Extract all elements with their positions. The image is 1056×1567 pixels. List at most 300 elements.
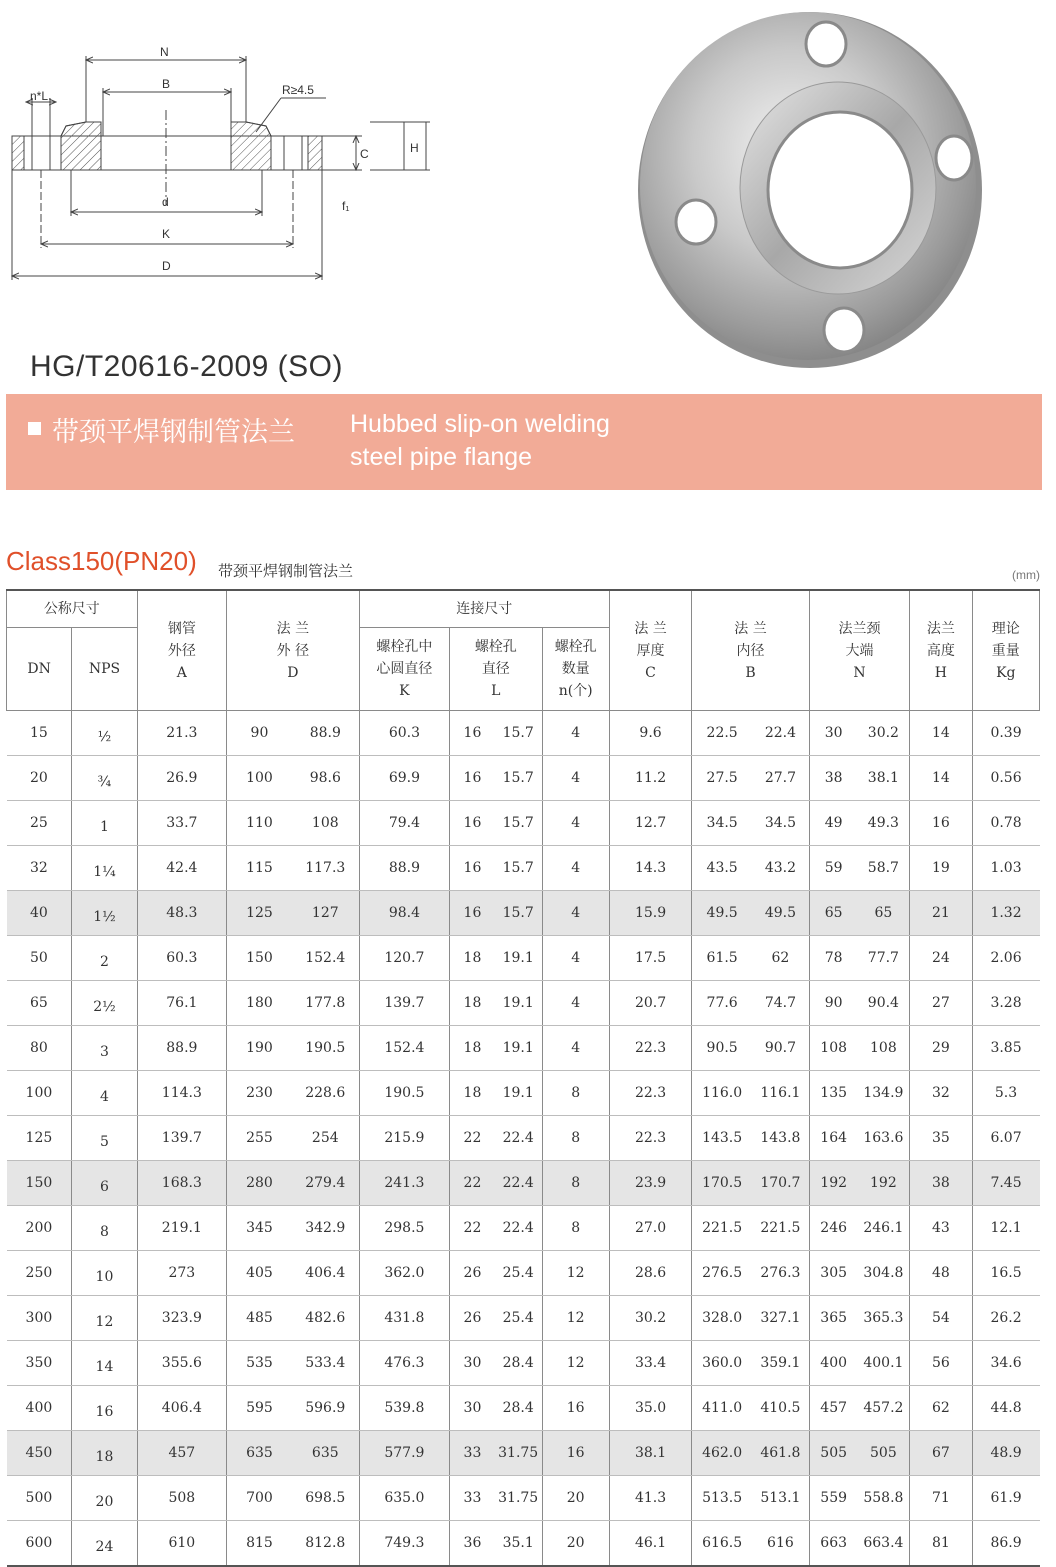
cell-n2: 663.4 — [858, 1521, 910, 1567]
cell-a: 168.3 — [137, 1161, 226, 1206]
cell-c: 22.3 — [609, 1116, 691, 1161]
cell-l2: 22.4 — [495, 1206, 542, 1251]
cell-l1: 26 — [450, 1296, 495, 1341]
cell-d1: 90 — [227, 711, 292, 756]
cell-h: 35 — [910, 1116, 972, 1161]
cell-h: 19 — [910, 846, 972, 891]
cell-n2: 304.8 — [858, 1251, 910, 1296]
cell-h: 67 — [910, 1431, 972, 1476]
cell-kg: 0.56 — [972, 756, 1039, 801]
cell-dn: 50 — [7, 936, 72, 981]
cell-c: 20.7 — [609, 981, 691, 1026]
cell-kg: 61.9 — [972, 1476, 1039, 1521]
cell-n1: 246 — [809, 1206, 857, 1251]
label-nL: n*L — [30, 89, 49, 103]
header-dn: DN — [7, 628, 72, 711]
cell-k: 79.4 — [359, 801, 449, 846]
cell-d1: 280 — [227, 1161, 292, 1206]
cell-d1: 150 — [227, 936, 292, 981]
cell-l2: 22.4 — [495, 1116, 542, 1161]
cell-a: 406.4 — [137, 1386, 226, 1431]
cell-b1: 22.5 — [692, 711, 752, 756]
dimension-table — [6, 589, 1040, 1567]
cell-c: 9.6 — [609, 711, 691, 756]
cell-a: 139.7 — [137, 1116, 226, 1161]
cell-d1: 100 — [227, 756, 292, 801]
cell-kg: 5.3 — [972, 1071, 1039, 1116]
cell-h: 16 — [910, 801, 972, 846]
cell-a: 21.3 — [137, 711, 226, 756]
cell-c: 15.9 — [609, 891, 691, 936]
cell-kg: 2.06 — [972, 936, 1039, 981]
table-row — [7, 756, 1040, 801]
cell-k: 577.9 — [359, 1431, 449, 1476]
cell-k: 190.5 — [359, 1071, 449, 1116]
cell-l2: 35.1 — [495, 1521, 542, 1567]
table-row — [7, 1386, 1040, 1431]
cell-a: 88.9 — [137, 1026, 226, 1071]
cell-b2: 43.2 — [752, 846, 809, 891]
cell-c: 28.6 — [609, 1251, 691, 1296]
cell-l2: 31.75 — [495, 1476, 542, 1521]
cell-b2: 221.5 — [752, 1206, 809, 1251]
cell-l2: 31.75 — [495, 1431, 542, 1476]
cell-d2: 127 — [292, 891, 359, 936]
cell-k: 215.9 — [359, 1116, 449, 1161]
cell-l1: 16 — [450, 711, 495, 756]
cell-d2: 98.6 — [292, 756, 359, 801]
cell-l2: 19.1 — [495, 981, 542, 1026]
cell-kg: 7.45 — [972, 1161, 1039, 1206]
cell-kg: 1.03 — [972, 846, 1039, 891]
cell-b2: 49.5 — [752, 891, 809, 936]
cell-dn: 600 — [7, 1521, 72, 1567]
cell-a: 48.3 — [137, 891, 226, 936]
cell-b2: 90.7 — [752, 1026, 809, 1071]
cell-n1: 90 — [809, 981, 857, 1026]
cell-nps: 24 — [72, 1521, 137, 1567]
cell-b1: 513.5 — [692, 1476, 752, 1521]
cell-c: 33.4 — [609, 1341, 691, 1386]
cell-d1: 595 — [227, 1386, 292, 1431]
cell-kg: 26.2 — [972, 1296, 1039, 1341]
table-row — [7, 711, 1040, 756]
cell-a: 60.3 — [137, 936, 226, 981]
cell-d1: 535 — [227, 1341, 292, 1386]
cell-n2: 192 — [858, 1161, 910, 1206]
cell-d1: 345 — [227, 1206, 292, 1251]
cell-c: 38.1 — [609, 1431, 691, 1476]
cell-n1: 400 — [809, 1341, 857, 1386]
cell-d2: 108 — [292, 801, 359, 846]
cell-c: 46.1 — [609, 1521, 691, 1567]
cell-a: 219.1 — [137, 1206, 226, 1251]
table-row — [7, 1476, 1040, 1521]
cell-h: 56 — [910, 1341, 972, 1386]
cell-n: 20 — [542, 1521, 609, 1567]
cell-a: 457 — [137, 1431, 226, 1476]
cell-b1: 221.5 — [692, 1206, 752, 1251]
cell-k: 539.8 — [359, 1386, 449, 1431]
cell-l1: 16 — [450, 801, 495, 846]
cell-k: 139.7 — [359, 981, 449, 1026]
cell-n: 4 — [542, 801, 609, 846]
flange-product-photo — [630, 0, 990, 380]
header-bolt-circle: 螺栓孔中 心圆直径 K — [359, 628, 449, 711]
cell-l1: 30 — [450, 1386, 495, 1431]
cell-h: 62 — [910, 1386, 972, 1431]
cell-n: 4 — [542, 1026, 609, 1071]
cell-k: 241.3 — [359, 1161, 449, 1206]
cell-n2: 457.2 — [858, 1386, 910, 1431]
cell-kg: 12.1 — [972, 1206, 1039, 1251]
cell-d2: 342.9 — [292, 1206, 359, 1251]
cell-n: 4 — [542, 756, 609, 801]
table-row — [7, 1296, 1040, 1341]
cell-b1: 170.5 — [692, 1161, 752, 1206]
cell-l2: 15.7 — [495, 891, 542, 936]
cell-dn: 15 — [7, 711, 72, 756]
cell-n: 8 — [542, 1116, 609, 1161]
cell-dn: 150 — [7, 1161, 72, 1206]
cell-dn: 32 — [7, 846, 72, 891]
cell-b1: 61.5 — [692, 936, 752, 981]
cell-d1: 190 — [227, 1026, 292, 1071]
header-thickness: 法 兰 厚度 C — [609, 590, 691, 711]
cell-n2: 163.6 — [858, 1116, 910, 1161]
table-row — [7, 801, 1040, 846]
cell-n: 8 — [542, 1161, 609, 1206]
cell-dn: 350 — [7, 1341, 72, 1386]
cell-nps: 14 — [72, 1341, 137, 1386]
cell-n1: 108 — [809, 1026, 857, 1071]
header-bore: 法 兰 内径 B — [692, 590, 810, 711]
cell-d2: 152.4 — [292, 936, 359, 981]
cell-d2: 596.9 — [292, 1386, 359, 1431]
cell-d2: 254 — [292, 1116, 359, 1161]
cell-kg: 1.32 — [972, 891, 1039, 936]
cell-b2: 74.7 — [752, 981, 809, 1026]
cell-b1: 49.5 — [692, 891, 752, 936]
cell-nps: 5 — [72, 1116, 137, 1161]
cell-nps: 2½ — [72, 981, 137, 1026]
cell-c: 41.3 — [609, 1476, 691, 1521]
cell-d2: 190.5 — [292, 1026, 359, 1071]
cell-b1: 34.5 — [692, 801, 752, 846]
cell-n2: 90.4 — [858, 981, 910, 1026]
cell-n2: 400.1 — [858, 1341, 910, 1386]
cell-n: 8 — [542, 1206, 609, 1251]
table-row — [7, 1521, 1040, 1567]
cell-b2: 513.1 — [752, 1476, 809, 1521]
table-row — [7, 1026, 1040, 1071]
cell-l2: 28.4 — [495, 1341, 542, 1386]
cell-b1: 116.0 — [692, 1071, 752, 1116]
cell-l1: 33 — [450, 1431, 495, 1476]
cell-n: 4 — [542, 711, 609, 756]
cell-n1: 59 — [809, 846, 857, 891]
cell-a: 508 — [137, 1476, 226, 1521]
label-B: B — [162, 77, 171, 91]
cell-n2: 365.3 — [858, 1296, 910, 1341]
cell-n1: 78 — [809, 936, 857, 981]
cell-n2: 30.2 — [858, 711, 910, 756]
cell-l1: 16 — [450, 846, 495, 891]
cell-n: 4 — [542, 846, 609, 891]
cell-k: 98.4 — [359, 891, 449, 936]
cell-l1: 18 — [450, 981, 495, 1026]
cell-nps: ¾ — [72, 756, 137, 801]
cell-n1: 457 — [809, 1386, 857, 1431]
cell-d2: 117.3 — [292, 846, 359, 891]
cell-l1: 36 — [450, 1521, 495, 1567]
cell-n: 8 — [542, 1071, 609, 1116]
cell-d1: 230 — [227, 1071, 292, 1116]
cell-c: 27.0 — [609, 1206, 691, 1251]
cell-dn: 40 — [7, 891, 72, 936]
cell-n2: 58.7 — [858, 846, 910, 891]
cell-dn: 200 — [7, 1206, 72, 1251]
cell-d1: 700 — [227, 1476, 292, 1521]
cell-n2: 49.3 — [858, 801, 910, 846]
cell-kg: 48.9 — [972, 1431, 1039, 1476]
label-d: d — [162, 195, 169, 209]
unit-label: (mm) — [1012, 568, 1040, 582]
cell-b1: 77.6 — [692, 981, 752, 1026]
table-row — [7, 1161, 1040, 1206]
label-N: N — [160, 45, 169, 59]
cell-b2: 170.7 — [752, 1161, 809, 1206]
cell-b2: 22.4 — [752, 711, 809, 756]
product-banner — [6, 394, 1042, 490]
label-D: D — [162, 259, 171, 273]
cell-b2: 276.3 — [752, 1251, 809, 1296]
cell-d2: 279.4 — [292, 1161, 359, 1206]
header-pipe-od: 钢管 外径 A — [137, 590, 226, 711]
cell-c: 30.2 — [609, 1296, 691, 1341]
cell-nps: 20 — [72, 1476, 137, 1521]
cell-l2: 15.7 — [495, 711, 542, 756]
cell-d2: 88.9 — [292, 711, 359, 756]
table-body — [7, 711, 1040, 1567]
cell-h: 27 — [910, 981, 972, 1026]
cell-c: 23.9 — [609, 1161, 691, 1206]
cell-n1: 305 — [809, 1251, 857, 1296]
cell-l2: 19.1 — [495, 1071, 542, 1116]
cell-nps: 4 — [72, 1071, 137, 1116]
cell-k: 298.5 — [359, 1206, 449, 1251]
cell-n1: 559 — [809, 1476, 857, 1521]
cell-h: 32 — [910, 1071, 972, 1116]
cell-nps: 12 — [72, 1296, 137, 1341]
cell-h: 14 — [910, 711, 972, 756]
cell-k: 60.3 — [359, 711, 449, 756]
cell-n: 12 — [542, 1296, 609, 1341]
cell-b1: 616.5 — [692, 1521, 752, 1567]
cell-b2: 359.1 — [752, 1341, 809, 1386]
cell-kg: 6.07 — [972, 1116, 1039, 1161]
cell-n2: 134.9 — [858, 1071, 910, 1116]
cell-k: 476.3 — [359, 1341, 449, 1386]
cell-d1: 405 — [227, 1251, 292, 1296]
cell-l2: 15.7 — [495, 756, 542, 801]
standard-title: HG/T20616-2009 (SO) — [30, 350, 343, 383]
class-title: Class150(PN20) — [6, 546, 197, 576]
cell-c: 14.3 — [609, 846, 691, 891]
table-row — [7, 1251, 1040, 1296]
cell-d1: 635 — [227, 1431, 292, 1476]
cell-c: 22.3 — [609, 1071, 691, 1116]
cell-b2: 34.5 — [752, 801, 809, 846]
cell-l2: 19.1 — [495, 936, 542, 981]
cell-n1: 30 — [809, 711, 857, 756]
cell-l1: 26 — [450, 1251, 495, 1296]
cell-kg: 0.39 — [972, 711, 1039, 756]
cell-a: 76.1 — [137, 981, 226, 1026]
table-row — [7, 1431, 1040, 1476]
cell-n: 12 — [542, 1251, 609, 1296]
cell-c: 11.2 — [609, 756, 691, 801]
cell-k: 362.0 — [359, 1251, 449, 1296]
cell-l1: 16 — [450, 756, 495, 801]
cell-l1: 18 — [450, 936, 495, 981]
cell-kg: 0.78 — [972, 801, 1039, 846]
cell-nps: 3 — [72, 1026, 137, 1071]
banner-title-cn: 带颈平焊钢制管法兰 — [52, 417, 295, 448]
cell-b1: 276.5 — [692, 1251, 752, 1296]
cell-c: 12.7 — [609, 801, 691, 846]
cell-dn: 25 — [7, 801, 72, 846]
cell-d2: 812.8 — [292, 1521, 359, 1567]
cell-k: 152.4 — [359, 1026, 449, 1071]
banner-title-en-line2: steel pipe flange — [350, 443, 533, 471]
table-row — [7, 1341, 1040, 1386]
cell-b1: 27.5 — [692, 756, 752, 801]
cell-n: 12 — [542, 1341, 609, 1386]
cell-h: 54 — [910, 1296, 972, 1341]
cell-c: 35.0 — [609, 1386, 691, 1431]
table-row — [7, 891, 1040, 936]
cell-k: 635.0 — [359, 1476, 449, 1521]
cell-l1: 18 — [450, 1026, 495, 1071]
cell-b1: 411.0 — [692, 1386, 752, 1431]
cell-nps: 1½ — [72, 891, 137, 936]
cell-dn: 250 — [7, 1251, 72, 1296]
header-bolt-count: 螺栓孔 数量 n(个) — [542, 628, 609, 711]
table-row — [7, 1206, 1040, 1251]
cell-n: 4 — [542, 936, 609, 981]
cell-b2: 62 — [752, 936, 809, 981]
cell-n2: 65 — [858, 891, 910, 936]
cell-d2: 177.8 — [292, 981, 359, 1026]
cell-l2: 22.4 — [495, 1161, 542, 1206]
cell-b1: 43.5 — [692, 846, 752, 891]
cell-d2: 635 — [292, 1431, 359, 1476]
header-nps: NPS — [72, 628, 137, 711]
cell-n1: 663 — [809, 1521, 857, 1567]
cell-kg: 16.5 — [972, 1251, 1039, 1296]
cell-a: 42.4 — [137, 846, 226, 891]
cell-a: 355.6 — [137, 1341, 226, 1386]
cell-d1: 180 — [227, 981, 292, 1026]
cell-n1: 192 — [809, 1161, 857, 1206]
cell-d1: 115 — [227, 846, 292, 891]
cell-n1: 49 — [809, 801, 857, 846]
cell-n: 4 — [542, 981, 609, 1026]
cell-kg: 34.6 — [972, 1341, 1039, 1386]
cell-l2: 15.7 — [495, 801, 542, 846]
cell-n1: 135 — [809, 1071, 857, 1116]
cell-c: 17.5 — [609, 936, 691, 981]
cell-a: 610 — [137, 1521, 226, 1567]
cell-l2: 19.1 — [495, 1026, 542, 1071]
label-K: K — [162, 227, 171, 241]
cell-kg: 44.8 — [972, 1386, 1039, 1431]
cell-dn: 450 — [7, 1431, 72, 1476]
cell-h: 38 — [910, 1161, 972, 1206]
cell-n: 4 — [542, 891, 609, 936]
table-row — [7, 1116, 1040, 1161]
cell-b2: 616 — [752, 1521, 809, 1567]
cell-h: 21 — [910, 891, 972, 936]
cell-l1: 22 — [450, 1206, 495, 1251]
cell-n2: 38.1 — [858, 756, 910, 801]
cell-c: 22.3 — [609, 1026, 691, 1071]
banner-title-en — [350, 408, 610, 474]
label-R: R≥4.5 — [282, 83, 314, 97]
cell-dn: 100 — [7, 1071, 72, 1116]
cell-l2: 28.4 — [495, 1386, 542, 1431]
cell-h: 29 — [910, 1026, 972, 1071]
cell-nps: ½ — [72, 711, 137, 756]
cell-l1: 16 — [450, 891, 495, 936]
cell-kg: 3.28 — [972, 981, 1039, 1026]
cell-dn: 400 — [7, 1386, 72, 1431]
cell-nps: 1¼ — [72, 846, 137, 891]
cell-k: 69.9 — [359, 756, 449, 801]
cell-d2: 533.4 — [292, 1341, 359, 1386]
header-height: 法兰 高度 H — [910, 590, 972, 711]
height-dimension — [366, 118, 436, 188]
cell-b1: 90.5 — [692, 1026, 752, 1071]
cell-k: 120.7 — [359, 936, 449, 981]
cell-n: 16 — [542, 1386, 609, 1431]
cell-n2: 246.1 — [858, 1206, 910, 1251]
cell-a: 323.9 — [137, 1296, 226, 1341]
cell-b2: 327.1 — [752, 1296, 809, 1341]
cell-dn: 80 — [7, 1026, 72, 1071]
cell-b1: 328.0 — [692, 1296, 752, 1341]
cell-n1: 65 — [809, 891, 857, 936]
cell-d2: 406.4 — [292, 1251, 359, 1296]
cell-n1: 505 — [809, 1431, 857, 1476]
cell-n2: 108 — [858, 1026, 910, 1071]
cell-dn: 65 — [7, 981, 72, 1026]
cell-h: 81 — [910, 1521, 972, 1567]
header-weight: 理论 重量 Kg — [972, 590, 1039, 711]
cell-d1: 255 — [227, 1116, 292, 1161]
cell-dn: 20 — [7, 756, 72, 801]
cell-a: 26.9 — [137, 756, 226, 801]
cell-d2: 482.6 — [292, 1296, 359, 1341]
flange-cross-section-diagram — [6, 40, 369, 290]
header-hub: 法兰颈 大端 N — [809, 590, 909, 711]
cell-a: 114.3 — [137, 1071, 226, 1116]
cell-b2: 410.5 — [752, 1386, 809, 1431]
cell-l1: 30 — [450, 1341, 495, 1386]
cell-h: 24 — [910, 936, 972, 981]
cell-l1: 22 — [450, 1116, 495, 1161]
